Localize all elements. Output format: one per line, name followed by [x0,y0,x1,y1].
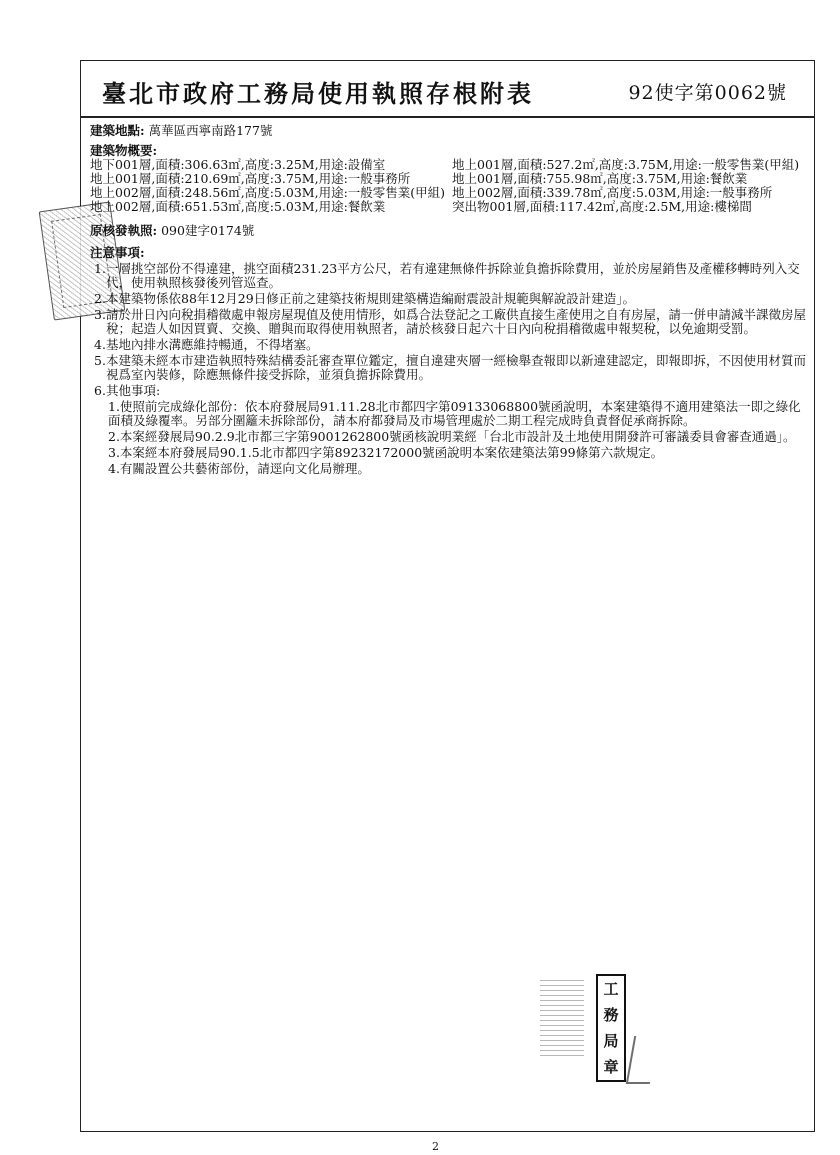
note-item: 2. 本建築物係依88年12月29日修正前之建築技術規則建築構造編耐震設計規範與解說設計建造」。 [94,291,635,306]
overview-label: 建築物概要: [90,143,158,158]
bureau-seal: 工 務 局 章 [596,974,626,1082]
floor-row: 地上001層,面積:527.2㎡,高度:3.75M,用途:一般零售業(甲組) [452,157,800,172]
faded-seal [540,978,584,1060]
floor-row: 地上001層,面積:755.98㎡,高度:3.75M,用途:餐飲業 [452,171,748,186]
floor-table [90,158,808,218]
floor-row: 地上001層,面積:210.69㎡,高度:3.75M,用途:一般事務所 [90,171,411,186]
other-item: 2.本案經發展局90.2.9北市都三字第9001262800號函核說明業經「台北市設計及土地使用開發許可審議委員會審查通過」。 [108,429,796,444]
document-body [90,124,808,476]
original-permit-label: 原核發執照: [90,223,158,238]
notes-title: 注意事項: [90,245,145,260]
floor-row: 地上002層,面積:339.78㎡,高度:5.03M,用途:一般事務所 [452,185,773,200]
floor-row: 地下001層,面積:306.63㎡,高度:3.25M,用途:設備室 [90,157,386,172]
other-item: 4.有關設置公共藝術部份，請逕向文化局辦理。 [108,461,370,476]
other-item: 1.使照前完成綠化部份：依本府發展局91.11.28北市都四字第09133068800號函說明，本案建築得不適用建築法一即之綠化面積及綠覆率。另部分圍籬未拆除部份，請本府都發局及市場管理處於二期工程完成時負責督促承商拆除。 [108,399,801,428]
building-location [90,124,808,138]
other-item: 3.本案經本府發展局90.1.5北市都四字第89232172000號函說明本案依建築法第99條第六款規定。 [108,445,664,460]
building-location-label: 建築地點: [90,123,145,138]
page-number: 2 [432,1140,439,1153]
document-header [80,62,815,118]
note-item: 6. 其他事項: [94,383,161,398]
floor-row: 突出物001層,面積:117.42㎡,高度:2.5M,用途:樓梯間 [452,199,752,214]
note-item: 5. 本建築未經本市建造執照特殊結構委託審查單位鑑定，擅自違建夾層一經檢舉查報即以新違建認定，即報即拆，不因使用材質而視爲室內裝修，除應無條件接受拆除，並須負擔拆除費用。 [94,353,807,382]
floor-column-left [90,158,450,214]
document-title: 臺北市政府工務局使用執照存根附表 [102,79,534,108]
note-item: 1. 一層挑空部份不得違建，挑空面積231.23平方公尺，若有違建無條件拆除並負擔拆除費用，並於房屋銷售及產權移轉時列入交代，使用執照核發後列管巡查。 [94,261,800,290]
original-permit-value: 090建字0174號 [157,223,255,238]
original-permit [90,224,808,238]
floor-row: 地上002層,面積:248.56㎡,高度:5.03M,用途:一般零售業(甲組) [90,185,446,200]
building-location-value: 萬華區西寧南路177號 [144,123,273,138]
permit-number: 92使字第0062號 [628,82,787,104]
floor-column-right [452,158,812,214]
floor-row: 地上002層,面積:651.53㎡,高度:5.03M,用途:餐飲業 [90,199,386,214]
note-item: 4. 基地內排水溝應維持暢通，不得堵塞。 [94,337,319,352]
note-item: 3. 請於卅日內向稅捐稽徵處申報房屋現值及使用情形，如爲合法登記之工廠供直接生產使用之自有房屋，請一併申請減半課徵房屋稅；起造人如因買賣、交換、贈與而取得使用執照者，請於核發日起六十日內向稅捐稽徵處申報契稅，以免逾期受罰。 [94,307,807,336]
